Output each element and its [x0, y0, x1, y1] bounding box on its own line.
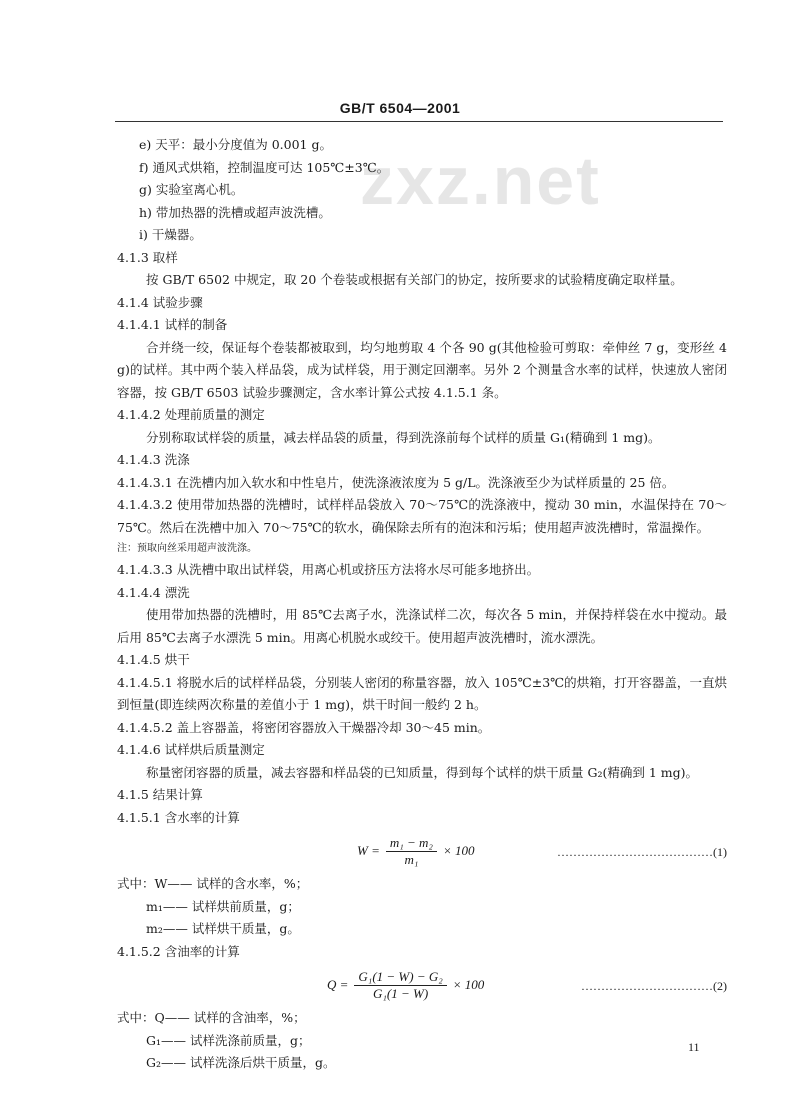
paragraph-line: g) 实验室离心机。 — [139, 182, 244, 197]
paragraph-line: f) 通风式烘箱，控制温度可达 105℃±3℃。 — [139, 159, 390, 175]
formula-rhs: × 100 — [442, 843, 475, 859]
note-text: 注：预取向丝采用超声波洗涤。 — [117, 543, 257, 554]
paragraph-line: 4.1.4.5.2 盖上容器盖，将密闭容器放入干燥器冷却 30～45 min。 — [117, 719, 491, 735]
formula-oil — [117, 963, 727, 1007]
equation-number: …………………………………(1) — [557, 845, 727, 859]
watermark: zxz.net — [360, 143, 601, 219]
paragraph-line: G₁—— 试样洗涤前质量，g； — [146, 1032, 311, 1048]
document-body — [117, 134, 727, 1075]
paragraph-line: 4.1.4 试验步骤 — [117, 294, 203, 310]
page-number: 11 — [688, 1040, 700, 1054]
paragraph-line: m₂—— 试样烘干质量，g。 — [146, 921, 300, 936]
paragraph-line: 式中：W—— 试样的含水率，%； — [117, 876, 309, 891]
formula-fraction — [386, 835, 437, 868]
paragraph-line: 4.1.4.2 处理前质量的测定 — [117, 407, 265, 422]
formula-oil-legend — [117, 1007, 727, 1075]
paragraph-line: e) 天平：最小分度值为 0.001 g。 — [139, 137, 332, 152]
text-block — [117, 134, 727, 829]
formula-lhs: Q = — [327, 977, 349, 993]
paragraph-line: m₁—— 试样烘前质量，g； — [146, 898, 300, 914]
paragraph-line: 4.1.4.3.2 使用带加热器的洗槽时，试样样品袋放入 70～75℃的洗涤液中，搅动 30 min，水温保持在 70～75℃。然后在洗槽中加入 70～75℃的软水，确保除去所有的泡沫和污垢；使用超声波洗槽时，常温操作。 — [117, 497, 727, 535]
formula-numerator: G₁(1 − W) − G₂ — [354, 969, 446, 986]
standard-code-header: GB/T 6504—2001 — [339, 100, 461, 116]
formula-moisture-expression — [357, 835, 474, 868]
paragraph-line: 4.1.4.6 试样烘后质量测定 — [117, 742, 265, 757]
formula-moisture — [117, 829, 727, 873]
paragraph-line: 称量密闭容器的质量，减去容器和样品袋的已知质量，得到每个试样的烘干质量 G₂(精确到 1 mg)。 — [146, 764, 698, 780]
paragraph-line: 4.1.4.3 洗涤 — [117, 452, 190, 467]
paragraph-line: 使用带加热器的洗槽时，用 85℃去离子水，洗涤试样二次，每次各 5 min，并保持样袋在水中搅动。最后用 85℃去离子水漂洗 5 min。用离心机脱水或绞干。使用超声波洗槽时，流水漂洗。 — [117, 607, 727, 645]
formula-fraction — [354, 969, 446, 1002]
formula-rhs: × 100 — [452, 977, 485, 993]
formula-lhs: W = — [357, 843, 380, 859]
paragraph-line: 式中：Q—— 试样的含油率，%； — [117, 1010, 306, 1025]
paragraph-line: 4.1.4.3.1 在洗槽内加入软水和中性皂片，使洗涤液浓度为 5 g/L。洗涤液至少为试样质量的 25 倍。 — [117, 474, 675, 490]
paragraph-line: 4.1.4.1 试样的制备 — [117, 317, 228, 332]
paragraph-line: i) 干燥器。 — [139, 227, 202, 242]
paragraph-line: 4.1.3 取样 — [117, 249, 178, 265]
formula-oil-expression — [327, 969, 484, 1002]
formula-denominator: m₁ — [404, 852, 419, 867]
formula-moisture-legend — [117, 873, 727, 963]
paragraph-line: 4.1.5.2 含油率的计算 — [117, 943, 240, 959]
paragraph-line: G₂—— 试样洗涤后烘干质量，g。 — [146, 1055, 336, 1070]
paragraph-line: 4.1.4.5.1 将脱水后的试样样品袋，分别装人密闭的称量容器，放入 105℃±3℃的烘箱，打开容器盖，一直烘到恒量(即连续两次称量的差值小于 1 mg)，烘干时间一般约 2 h。 — [117, 674, 727, 712]
paragraph-line: 合并绕一绞，保证每个卷装都被取到，均匀地剪取 4 个各 90 g(其他检验可剪取：牵伸丝 7 g，变形丝 4 g)的试样。其中两个装入样品袋，成为试样袋，用于测定回潮率。另外 2 个测量含水率的试样，快速放人密闭容器，按 GB/T 6503 试验步骤测定，含水率计算公式按 4.1.5.1 条。 — [117, 339, 727, 400]
paragraph-line: 分别称取试样袋的质量，减去样品袋的质量，得到洗涤前每个试样的质量 G₁(精确到 1 mg)。 — [146, 429, 661, 445]
paragraph-line: h) 带加热器的洗槽或超声波洗槽。 — [139, 204, 331, 220]
paragraph-line: 4.1.4.3.3 从洗槽中取出试样袋，用离心机或挤压方法将水尽可能多地挤出。 — [117, 562, 540, 577]
paragraph-line: 按 GB/T 6502 中规定，取 20 个卷装或根据有关部门的协定，按所要求的试验精度确定取样量。 — [146, 272, 683, 287]
formula-denominator: G₁(1 − W) — [373, 986, 429, 1001]
formula-numerator: m₁ − m₂ — [386, 835, 437, 852]
equation-number: ……………………………(2) — [581, 979, 727, 993]
paragraph-line: 4.1.4.4 漂洗 — [117, 584, 190, 600]
header-rule — [115, 121, 723, 122]
paragraph-line: 4.1.4.5 烘干 — [117, 652, 190, 667]
paragraph-line: 4.1.5 结果计算 — [117, 787, 203, 802]
paragraph-line: 4.1.5.1 含水率的计算 — [117, 809, 240, 825]
